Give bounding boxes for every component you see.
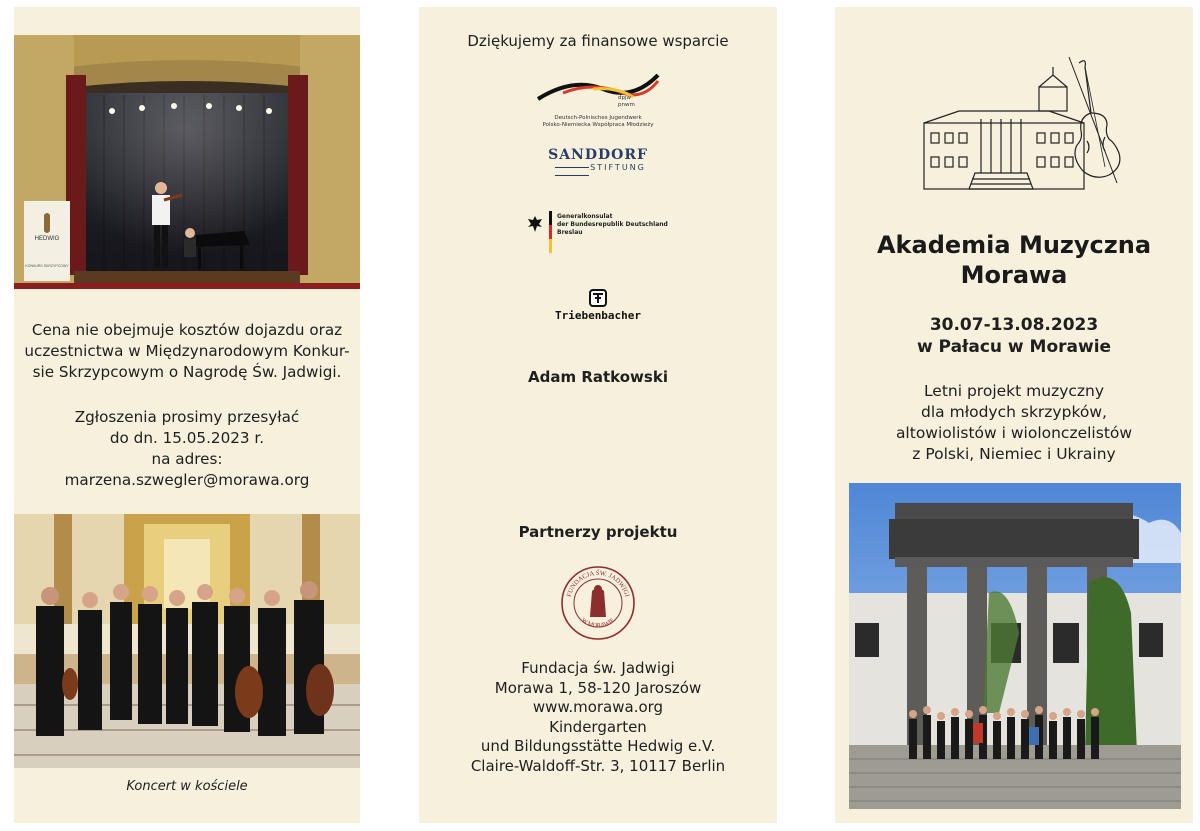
right-panel [835,7,1193,823]
stage-banner-sublabel: KONKURS SKRZYPCOWY [25,264,69,268]
dpjw-abbr: dpjw [618,95,632,101]
description-line: Letni projekt muzyczny [923,382,1105,400]
konsulat-line: Breslau [557,229,583,236]
palace-group-photo [849,483,1181,809]
flag-red [549,225,552,239]
program-description [835,381,1193,465]
partner-line: und Bildungsstätte Hedwig e.V. [480,737,716,755]
seal-bottom-text [580,617,616,629]
foundation-seal [419,565,777,645]
thanks-heading: Dziękujemy za finansowe wsparcie [467,32,729,50]
partner-line: Kindergarten [549,717,647,736]
left-panel [14,7,360,823]
price-note-line: sie Skrzypcowym o Nagrodę Św. Jadwigi. [32,363,342,381]
title-line: Akademia Muzyczna [876,231,1152,259]
triebenbacher-name: Triebenbacher [554,309,642,322]
sanddorf-name: SANDDORF [548,147,648,163]
partner-line: Morawa 1, 58-120 Jaroszów [494,678,702,697]
application-line: na adres: [151,450,223,468]
application-line: do dn. 15.05.2023 r. [109,429,265,447]
flag-gold [549,239,552,253]
church-caption: Koncert w kościele [126,779,248,794]
foundation-seal-icon [560,565,636,641]
sanddorf-logo [419,147,777,172]
triebenbacher-mark-icon [589,289,607,307]
program-dates [835,314,1193,358]
seal-bottom-path: W MORAWIE [580,617,616,630]
konsulat-text [557,213,668,237]
church-concert-photo [14,514,360,768]
contact-email[interactable]: marzena.szwegler@morawa.org [64,471,310,489]
middle-panel [419,7,777,823]
seal-top-path: FUNDACJA ŚW. JADWIGI [565,569,631,598]
konsulat-logo [527,211,687,259]
program-title [835,230,1193,290]
partner-address [419,659,777,776]
konsulat-line: Generalkonsulat [557,213,613,220]
flag-black [549,211,552,225]
application-line: Zgłoszenia prosimy przesyłać [74,408,300,426]
dpjw-name-de: Deutsch-Polnisches Jugendwerk [554,115,642,121]
description-line: z Polski, Niemiec i Ukrainy [912,445,1116,463]
dpjw-name-pl: Polsko-Niemiecka Współpraca Młodzieży [542,122,654,128]
price-note-line: Cena nie obejmuje kosztów dojazdu oraz [31,321,343,339]
eagle-icon [527,215,543,233]
partner-line: Claire-Waldoff-Str. 3, 10117 Berlin [470,756,726,775]
venue-line: w Pałacu w Morawie [916,337,1112,357]
palace-violin-illustration [919,53,1129,197]
stage-banner-label: HEDWIG [34,236,60,242]
konsulat-line: der Bundesrepublik Deutschland [557,221,668,228]
description-line: dla młodych skrzypków, [921,403,1107,421]
date-line: 30.07-13.08.2023 [929,315,1099,335]
description-line: altowiolistów i wiolonczelistów [895,424,1133,442]
title-line: Morawa [960,261,1068,289]
stage-concert-photo [14,35,360,289]
price-note-line: uczestnictwa w Międzynarodowym Konkur- [24,342,350,360]
dpjw-logo [419,67,777,129]
price-note [14,320,360,383]
application-info [14,407,360,491]
sanddorf-lines-icon [555,167,589,176]
partners-heading: Partnerzy projektu [518,523,678,541]
sanddorf-subtitle: STIFTUNG [590,163,646,172]
partner-website[interactable]: www.morawa.org [532,698,664,716]
partner-line: Fundacja św. Jadwigi [521,659,675,677]
individual-sponsor: Adam Ratkowski [528,368,668,386]
pnwm-abbr: pnwm [618,102,635,108]
triebenbacher-logo [419,289,777,322]
